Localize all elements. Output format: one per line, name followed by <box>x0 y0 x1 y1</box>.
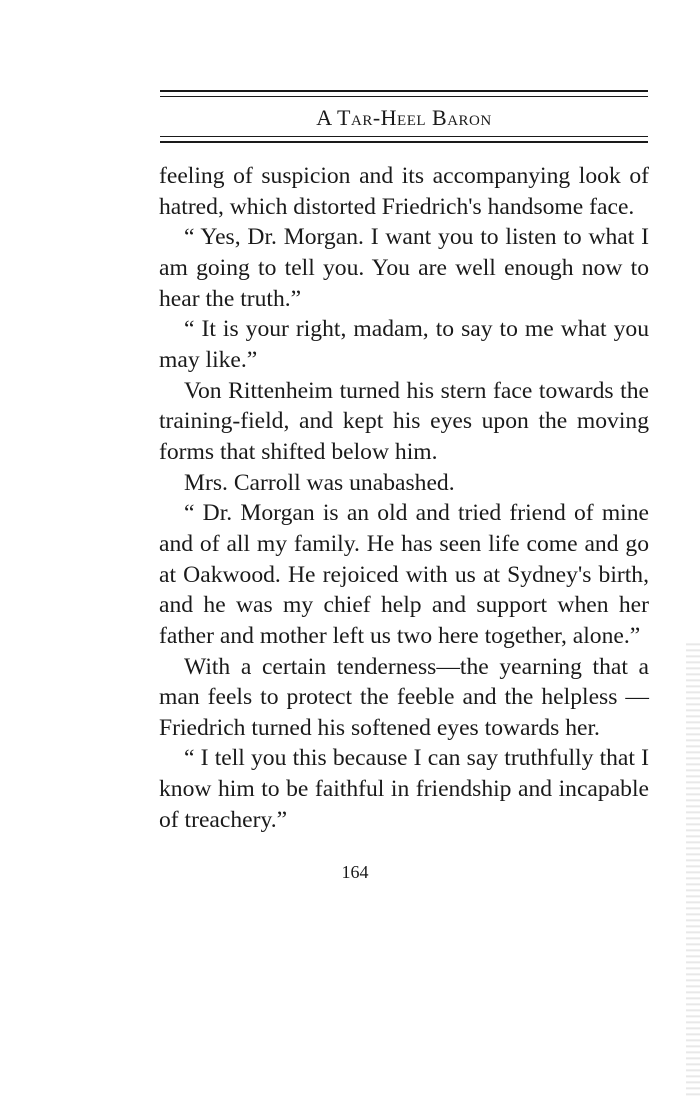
paragraph-6: “ Dr. Morgan is an old and tried friend of mine and of all my family. He has seen life come and go at Oakwood. He rejoiced with us at Sydney's birth, and he was my chief help and support when her father and mother left us two here together, alone.” <box>159 500 649 649</box>
page-number <box>0 862 700 882</box>
running-header <box>160 90 648 143</box>
paragraph-3: “ It is your right, madam, to say to me what you may like.” <box>159 316 649 373</box>
paragraph-2: “ Yes, Dr. Morgan. I want you to listen to what I am going to tell you. You are well enough now to hear the truth.” <box>159 224 649 312</box>
paragraph-4: Von Rittenheim turned his stern face towards the training-field, and kept his eyes upon the moving forms that shifted below him. <box>159 377 649 465</box>
running-title-text: A Tar-Heel Baron <box>316 105 492 130</box>
paragraph-5: Mrs. Carroll was unabashed. <box>184 469 455 496</box>
page-number-text: 164 <box>341 862 369 882</box>
header-rule-top <box>160 90 648 97</box>
paragraph-8: “ I tell you this because I can say truthfully that I know him to be faithful in friendship and incapable of treachery.” <box>159 745 649 833</box>
header-rule-bottom <box>160 136 648 143</box>
body-text <box>159 161 649 835</box>
paragraph-7: With a certain tenderness—the yearning that a man feels to protect the feeble and the helpless —Friedrich turned his softened eyes towards her. <box>159 653 649 741</box>
paragraph-1: feeling of suspicion and its accompanying look of hatred, which distorted Friedrich's handsome face. <box>159 163 649 220</box>
running-title <box>160 97 648 136</box>
